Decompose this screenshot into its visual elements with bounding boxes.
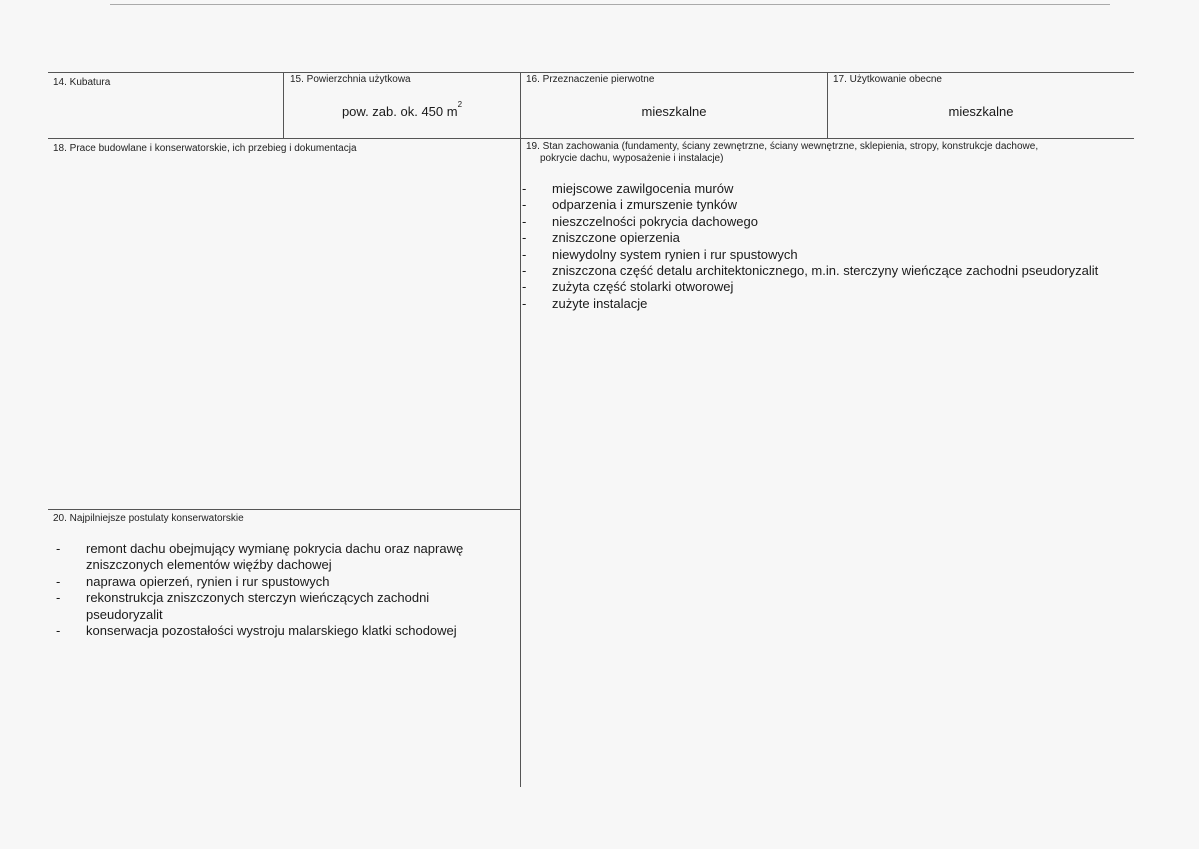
field-16-value: mieszkalne	[641, 104, 707, 119]
list-item	[522, 181, 1102, 197]
list-item	[522, 279, 1102, 295]
list-bullet: -	[56, 573, 61, 589]
list-bullet: -	[522, 295, 527, 311]
list-item	[522, 247, 1102, 263]
list-item-text: zniszczona część detalu architektonicznego, m.in. sterczyny wieńczące zachodni pseudoryzalit	[552, 263, 1099, 279]
field20-top-rule	[48, 509, 520, 510]
list-item	[522, 197, 1102, 213]
field-19-label-line1: 19. Stan zachowania (fundamenty, ściany zewnętrzne, ściany wewnętrzne, sklepienia, stropy, konstrukcje dachowe,	[526, 141, 1039, 152]
list-bullet: -	[522, 197, 527, 213]
row2-top-rule	[48, 138, 1134, 139]
list-item	[522, 296, 1102, 312]
col-divider-main	[520, 72, 521, 787]
list-item	[56, 623, 496, 639]
list-item-text: odparzenia i zmurszenie tynków	[552, 197, 737, 213]
list-item-text: zużyte instalacje	[552, 295, 648, 311]
field-20-list	[56, 541, 496, 639]
list-item-text: niewydolny system rynien i rur spustowych	[552, 246, 798, 262]
list-item-text: zniszczone opierzenia	[552, 230, 680, 246]
list-item-text: miejscowe zawilgocenia murów	[552, 181, 734, 196]
field-19-label-line2: pokrycie dachu, wyposażenie i instalacje)	[540, 153, 724, 164]
list-bullet: -	[522, 213, 527, 229]
list-item	[522, 214, 1102, 230]
list-bullet: -	[522, 181, 527, 196]
field-15-exponent: 2	[457, 100, 463, 109]
list-item-text: nieszczelności pokrycia dachowego	[552, 213, 758, 229]
list-item-text: konserwacja pozostałości wystroju malarskiego klatki schodowej	[86, 623, 457, 639]
field-15-value	[284, 100, 520, 119]
field-15-label: 15. Powierzchnia użytkowa	[290, 74, 411, 85]
list-bullet: -	[522, 279, 527, 295]
list-bullet: -	[56, 623, 61, 639]
list-item-text: remont dachu obejmujący wymianę pokrycia dachu oraz naprawę zniszczonych elementów więźby dachowej	[86, 541, 464, 573]
top-edge-line	[110, 4, 1110, 5]
list-item-text: rekonstrukcja zniszczonych sterczyn wieńczących zachodni pseudoryzalit	[86, 590, 430, 622]
field-15-value-text: pow. zab. ok. 450 m	[341, 104, 458, 119]
list-item	[56, 574, 496, 590]
list-bullet: -	[522, 263, 527, 279]
field-20-label: 20. Najpilniejsze postulaty konserwatorskie	[53, 513, 244, 524]
field-16-label: 16. Przeznaczenie pierwotne	[526, 74, 655, 85]
list-item-text: naprawa opierzeń, rynien i rur spustowych	[86, 573, 330, 589]
list-item	[522, 230, 1102, 246]
list-item	[56, 590, 496, 623]
list-bullet: -	[522, 230, 527, 246]
field-18-label: 18. Prace budowlane i konserwatorskie, ich przebieg i dokumentacja	[53, 143, 357, 154]
field-19-list	[522, 181, 1102, 312]
field-17-label: 17. Użytkowanie obecne	[833, 74, 942, 85]
list-bullet: -	[56, 541, 61, 556]
field-14-label: 14. Kubatura	[53, 77, 111, 88]
list-item-text: zużyta część stolarki otworowej	[552, 279, 734, 295]
list-item	[56, 541, 496, 574]
field-17-value: mieszkalne	[948, 104, 1014, 119]
list-bullet: -	[522, 246, 527, 262]
list-bullet: -	[56, 590, 61, 606]
list-item	[522, 263, 1102, 279]
row1-top-rule	[48, 72, 1134, 73]
